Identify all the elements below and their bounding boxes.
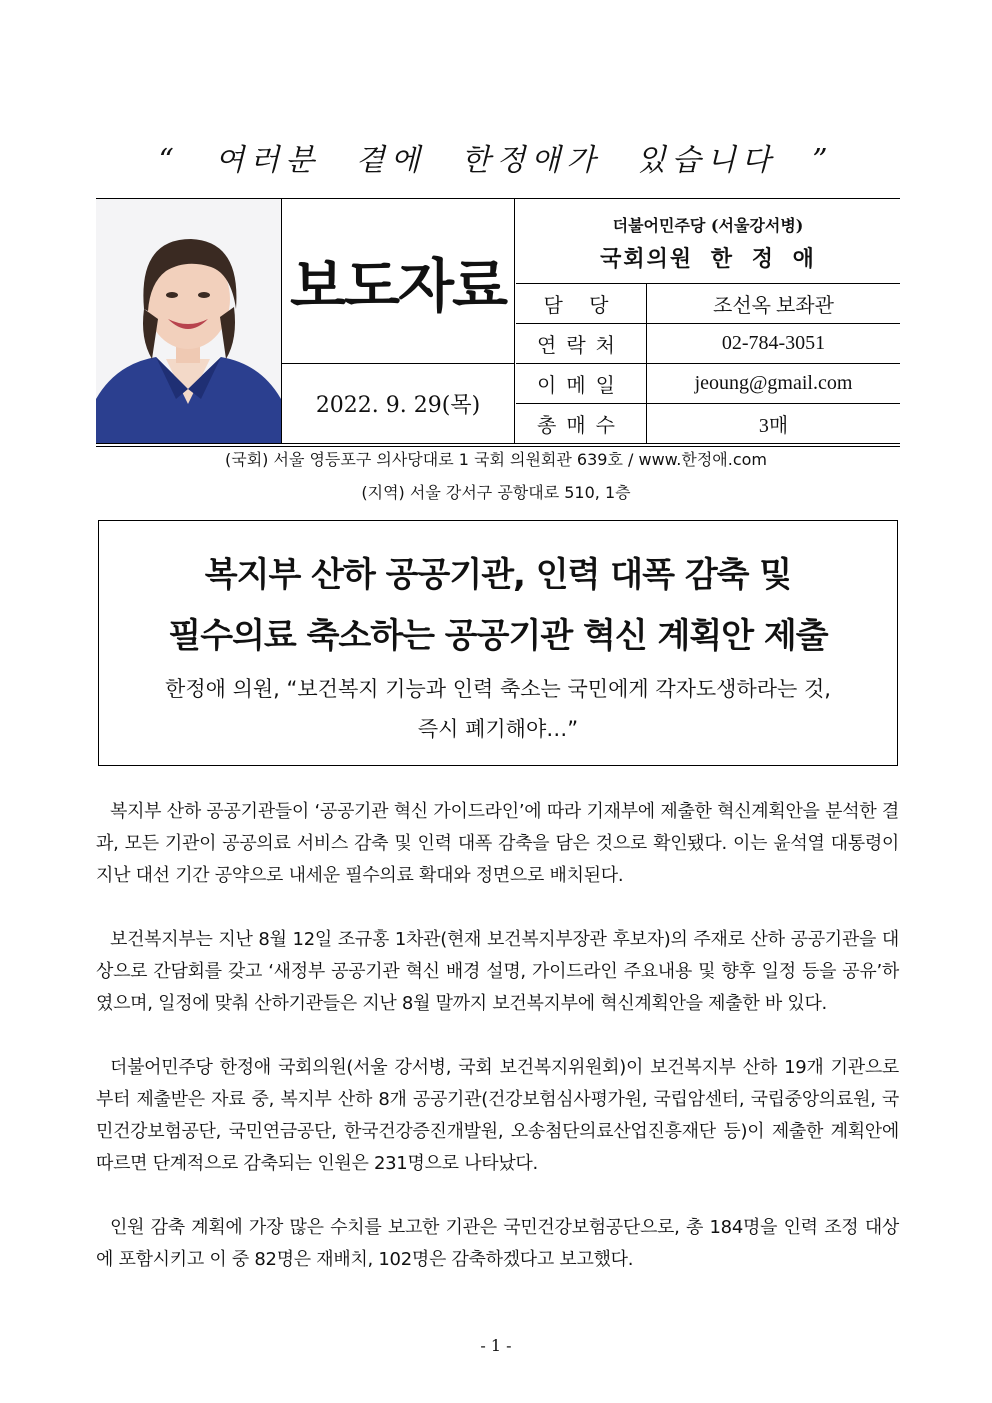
info-key: 연락처 xyxy=(516,324,647,363)
party-name: 더불어민주당 (서울강서병) xyxy=(612,216,804,235)
member-organization xyxy=(516,199,900,284)
press-release-header xyxy=(96,198,900,447)
email-value[interactable]: jeoung@gmail.com xyxy=(694,372,853,394)
release-date: 2022. 9. 29(목) xyxy=(282,364,515,443)
headline-box xyxy=(98,520,898,766)
info-value: 조선옥 보좌관 xyxy=(713,295,834,317)
subheadline-line-2: 즉시 폐기해야…” xyxy=(417,717,579,741)
document-title: 보도자료 xyxy=(289,252,507,320)
headline-line-2: 필수의료 축소하는 공공기관 혁신 계획안 제출 xyxy=(168,616,828,656)
paragraph: 인원 감축 계획에 가장 많은 수치를 보고한 기관은 국민건강보험공단으로, 총 184명을 인력 조정 대상에 포함시키고 이 중 82명은 재배치, 102명은 감축하겠다고 보고했다. xyxy=(96,1217,899,1270)
document-title-cell xyxy=(282,199,515,364)
info-row xyxy=(516,364,900,404)
paragraph: 보건복지부는 지난 8월 12일 조규홍 1차관(현재 보건복지부장관 후보자)의 주재로 산하 공공기관을 대상으로 간담회를 갖고 ‘새정부 공공기관 혁신 배경 설명, 가이드라인 주요내용 및 향후 일정 등을 공유’하였으며, 일정에 맞춰 산하기관들은 지난 8월 말까지 보건복지부에 혁신계획안을 제출한 바 있다. xyxy=(96,929,899,1014)
info-row xyxy=(516,284,900,324)
contact-info-table xyxy=(516,284,900,443)
info-key: 담 당 xyxy=(516,284,647,323)
info-value: 02-784-3051 xyxy=(721,332,826,354)
paragraph: 더불어민주당 한정애 국회의원(서울 강서병, 국회 보건복지위원회)이 보건복지부 산하 19개 기관으로부터 제출받은 자료 중, 복지부 산하 8개 공공기관(건강보험심사평가원, 국립암센터, 국립중앙의료원, 국민건강보험공단, 국민연금공단, 한국건강증진개발원, 오송첨단의료산업진흥재단 등)이 제출한 계획안에 따르면 단계적으로 감축되는 인원은 231명으로 나타났다. xyxy=(96,1057,899,1174)
paragraph: 복지부 산하 공공기관들이 ‘공공기관 혁신 가이드라인’에 따라 기재부에 제출한 혁신계획안을 분석한 결과, 모든 기관이 공공의료 서비스 감축 및 인력 대폭 감축을 담은 것으로 확인됐다. 이는 윤석열 대통령이 지난 대선 기간 공약으로 내세운 필수의료 확대와 정면으로 배치된다. xyxy=(96,801,899,886)
article-body xyxy=(96,796,899,1308)
headline-line-1: 복지부 산하 공공기관, 인력 대폭 감축 및 xyxy=(204,555,792,595)
slogan: “ 여러분 곁에 한정애가 있습니다 ” xyxy=(158,143,834,178)
assembly-address: (국회) 서울 영등포구 의사당대로 1 국회 의원회관 639호 / www.한정애.com xyxy=(225,450,767,469)
page-number: - 1 - xyxy=(480,1336,512,1355)
info-key: 총매수 xyxy=(516,404,647,443)
info-row xyxy=(516,404,900,443)
member-photo xyxy=(96,199,282,443)
info-row xyxy=(516,324,900,364)
member-name: 국회의원 한 정 애 xyxy=(600,246,816,272)
local-address: (지역) 서울 강서구 공항대로 510, 1층 xyxy=(361,483,631,502)
subheadline-line-1: 한정애 의원, “보건복지 기능과 인력 축소는 국민에게 각자도생하라는 것, xyxy=(165,677,831,701)
info-value: 3매 xyxy=(758,415,789,437)
info-key: 이메일 xyxy=(516,364,647,403)
